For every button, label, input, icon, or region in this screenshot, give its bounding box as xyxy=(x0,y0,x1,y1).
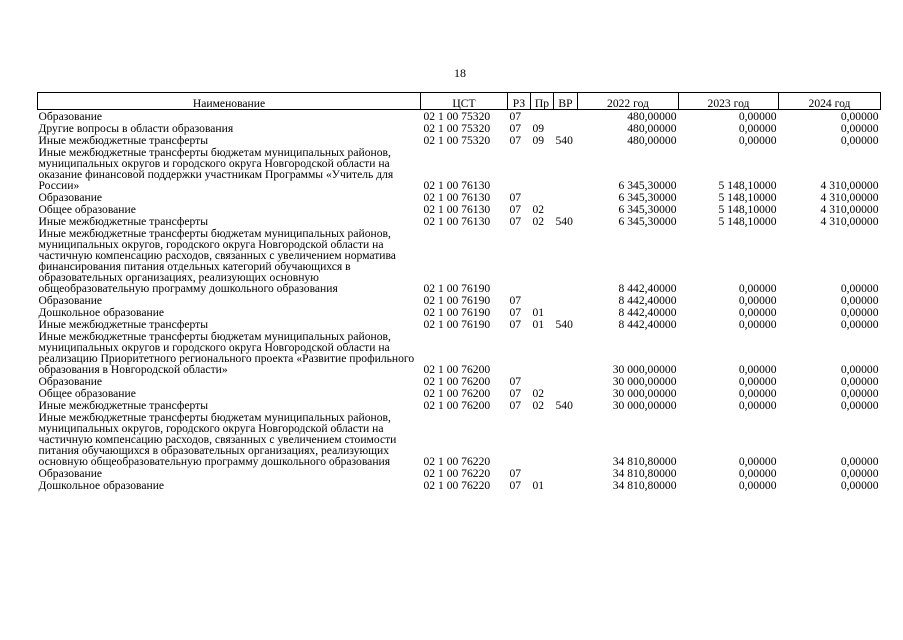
header-2022: 2022 год xyxy=(578,93,679,110)
cell-2024: 0,00000 xyxy=(840,455,879,468)
cell-name: Иные межбюджетные трансферты xyxy=(38,215,209,228)
cell-rz: 07 xyxy=(509,134,522,147)
cell-vr: 540 xyxy=(555,215,573,228)
cell-2023: 0,00000 xyxy=(738,306,777,319)
cell-2022: 6 345,30000 xyxy=(618,191,677,204)
cell-rz xyxy=(508,146,531,191)
header-name: Наименование xyxy=(38,93,421,110)
cell-pr xyxy=(531,467,554,479)
cell-name: Иные межбюджетные трансферты бюджетам муниципальных районов, муниципальных округов и городского округа Новгородской области на реализацию Приоритетного регионального проекта «Развитие профильного образования в Новгородской области» xyxy=(38,330,415,376)
cell-2022: 34 810,80000 xyxy=(612,479,677,492)
cell-2024: 0,00000 xyxy=(840,134,879,147)
cell-vr xyxy=(554,191,578,203)
cell-cst: 02 1 00 76200 xyxy=(423,387,491,400)
cell-pr: 02 xyxy=(532,203,545,216)
table-header-row xyxy=(38,93,881,110)
cell-2023: 5 148,10000 xyxy=(718,215,777,228)
cell-2022: 30 000,00000 xyxy=(612,375,677,388)
cell-name: Образование xyxy=(38,191,103,204)
cell-vr xyxy=(554,203,578,215)
table-row xyxy=(38,122,881,134)
cell-rz xyxy=(508,227,531,294)
cell-2024: 0,00000 xyxy=(840,399,879,412)
cell-2024: 0,00000 xyxy=(840,122,879,135)
cell-rz xyxy=(508,411,531,467)
cell-vr xyxy=(554,146,578,191)
cell-2022: 6 345,30000 xyxy=(618,215,677,228)
cell-name: Образование xyxy=(38,467,103,480)
cell-cst: 02 1 00 76190 xyxy=(423,282,491,295)
cell-pr xyxy=(531,146,554,191)
cell-2023: 0,00000 xyxy=(738,387,777,400)
cell-name: Иные межбюджетные трансферты xyxy=(38,399,209,412)
cell-2024: 0,00000 xyxy=(840,110,879,123)
cell-2023: 0,00000 xyxy=(738,363,777,376)
table-row xyxy=(38,215,881,227)
cell-2023: 0,00000 xyxy=(738,294,777,307)
cell-cst: 02 1 00 75320 xyxy=(423,122,491,135)
cell-2022: 6 345,30000 xyxy=(618,179,677,192)
cell-2022: 8 442,40000 xyxy=(618,306,677,319)
cell-2024: 0,00000 xyxy=(840,282,879,295)
cell-rz: 07 xyxy=(509,122,522,135)
cell-2022: 8 442,40000 xyxy=(618,282,677,295)
cell-rz: 07 xyxy=(509,306,522,319)
cell-pr xyxy=(531,411,554,467)
cell-cst: 02 1 00 75320 xyxy=(423,134,491,147)
cell-vr xyxy=(554,479,578,491)
header-rz: РЗ xyxy=(508,93,531,110)
cell-rz: 07 xyxy=(509,110,522,123)
cell-rz: 07 xyxy=(509,467,522,480)
cell-vr xyxy=(554,306,578,318)
cell-name: Общее образование xyxy=(38,387,136,400)
cell-2024: 0,00000 xyxy=(840,306,879,319)
cell-2023: 0,00000 xyxy=(738,455,777,468)
cell-rz: 07 xyxy=(509,215,522,228)
cell-2024: 4 310,00000 xyxy=(820,191,879,204)
cell-pr: 01 xyxy=(532,318,545,331)
header-2024: 2024 год xyxy=(779,93,881,110)
cell-cst: 02 1 00 76220 xyxy=(423,455,491,468)
cell-2022: 480,00000 xyxy=(627,110,677,123)
table-row xyxy=(38,306,881,318)
cell-vr xyxy=(554,227,578,294)
table-row xyxy=(38,134,881,146)
cell-pr xyxy=(531,227,554,294)
cell-name: Иные межбюджетные трансферты бюджетам муниципальных районов, муниципальных округов, городского округа Новгородской области на частичную компенсацию расходов, связанных с увеличением норматива финансирования питания отдельных категорий обучающихся в образовательных организациях, реализующих основную общеобразовательную программу дошкольного образования xyxy=(38,227,396,295)
cell-cst: 02 1 00 76130 xyxy=(423,179,491,192)
table-row xyxy=(38,330,881,375)
cell-rz: 07 xyxy=(509,294,522,307)
cell-name: Дошкольное образование xyxy=(38,306,165,319)
cell-rz: 07 xyxy=(509,318,522,331)
header-pr: Пр xyxy=(531,93,554,110)
cell-vr xyxy=(554,294,578,306)
cell-2023: 0,00000 xyxy=(738,479,777,492)
cell-vr: 540 xyxy=(555,134,573,147)
cell-pr xyxy=(531,294,554,306)
cell-name: Образование xyxy=(38,110,103,123)
cell-vr xyxy=(554,330,578,375)
table-row xyxy=(38,479,881,491)
cell-rz: 07 xyxy=(509,375,522,388)
cell-2023: 0,00000 xyxy=(738,467,777,480)
cell-2023: 0,00000 xyxy=(738,375,777,388)
cell-2023: 0,00000 xyxy=(738,134,777,147)
cell-rz: 07 xyxy=(509,399,522,412)
cell-rz: 07 xyxy=(509,203,522,216)
table-row xyxy=(38,467,881,479)
table-row xyxy=(38,146,881,191)
cell-2022: 34 810,80000 xyxy=(612,467,677,480)
cell-2024: 4 310,00000 xyxy=(820,179,879,192)
cell-name: Иные межбюджетные трансферты бюджетам муниципальных районов, муниципальных округов, городского округа Новгородской области на частичную компенсацию расходов, связанных с увеличением стоимости питания обучающихся в образовательных организациях, реализующих основную общеобразовательную программу дошкольного образования xyxy=(38,411,397,468)
cell-cst: 02 1 00 76130 xyxy=(423,203,491,216)
cell-name: Общее образование xyxy=(38,203,136,216)
table-row xyxy=(38,387,881,399)
table-body xyxy=(38,110,881,492)
cell-name: Дошкольное образование xyxy=(38,479,165,492)
cell-2023: 5 148,10000 xyxy=(718,191,777,204)
cell-rz: 07 xyxy=(509,191,522,204)
cell-cst: 02 1 00 76220 xyxy=(423,467,491,480)
cell-vr xyxy=(554,467,578,479)
cell-2023: 5 148,10000 xyxy=(718,179,777,192)
cell-2022: 480,00000 xyxy=(627,122,677,135)
cell-2024: 4 310,00000 xyxy=(820,215,879,228)
cell-vr xyxy=(554,110,578,123)
cell-pr: 01 xyxy=(532,479,545,492)
cell-vr xyxy=(554,387,578,399)
cell-cst: 02 1 00 76190 xyxy=(423,306,491,319)
cell-2023: 0,00000 xyxy=(738,318,777,331)
cell-vr xyxy=(554,122,578,134)
cell-name: Образование xyxy=(38,294,103,307)
cell-pr: 01 xyxy=(532,306,545,319)
cell-cst: 02 1 00 76200 xyxy=(423,399,491,412)
cell-rz xyxy=(508,330,531,375)
cell-2024: 0,00000 xyxy=(840,387,879,400)
cell-cst: 02 1 00 76190 xyxy=(423,294,491,307)
cell-pr xyxy=(531,110,554,123)
header-cst: ЦСТ xyxy=(421,93,508,110)
cell-vr: 540 xyxy=(555,399,573,412)
cell-name: Другие вопросы в области образования xyxy=(38,122,234,135)
table-row xyxy=(38,411,881,467)
header-vr: ВР xyxy=(554,93,578,110)
cell-rz: 07 xyxy=(509,479,522,492)
cell-pr: 02 xyxy=(532,387,545,400)
cell-pr: 02 xyxy=(532,215,545,228)
cell-2023: 0,00000 xyxy=(738,282,777,295)
cell-cst: 02 1 00 76200 xyxy=(423,375,491,388)
table-row xyxy=(38,375,881,387)
cell-2022: 30 000,00000 xyxy=(612,387,677,400)
budget-table xyxy=(37,92,881,491)
table-row xyxy=(38,318,881,330)
header-2023: 2023 год xyxy=(679,93,779,110)
table-row xyxy=(38,191,881,203)
page-number: 18 xyxy=(454,66,466,80)
table-row xyxy=(38,110,881,123)
cell-pr xyxy=(531,191,554,203)
cell-cst: 02 1 00 76190 xyxy=(423,318,491,331)
cell-vr xyxy=(554,411,578,467)
cell-name: Иные межбюджетные трансферты xyxy=(38,134,209,147)
cell-2023: 5 148,10000 xyxy=(718,203,777,216)
cell-2023: 0,00000 xyxy=(738,122,777,135)
cell-2024: 0,00000 xyxy=(840,375,879,388)
cell-2024: 0,00000 xyxy=(840,294,879,307)
cell-name: Образование xyxy=(38,375,103,388)
cell-cst: 02 1 00 76130 xyxy=(423,215,491,228)
cell-2024: 0,00000 xyxy=(840,363,879,376)
cell-2024: 0,00000 xyxy=(840,479,879,492)
cell-2024: 4 310,00000 xyxy=(820,203,879,216)
table-row xyxy=(38,399,881,411)
cell-vr xyxy=(554,375,578,387)
cell-pr: 09 xyxy=(532,134,545,147)
cell-cst: 02 1 00 76200 xyxy=(423,363,491,376)
cell-pr: 02 xyxy=(532,399,545,412)
cell-2023: 0,00000 xyxy=(738,399,777,412)
table-row xyxy=(38,203,881,215)
cell-2024: 0,00000 xyxy=(840,467,879,480)
cell-2022: 34 810,80000 xyxy=(612,455,677,468)
cell-name: Иные межбюджетные трансферты бюджетам муниципальных районов, муниципальных округов и городского округа Новгородской области на оказание финансовой поддержки участникам Программы «Учитель для России» xyxy=(38,146,394,192)
cell-pr xyxy=(531,330,554,375)
cell-2022: 8 442,40000 xyxy=(618,294,677,307)
cell-2024: 0,00000 xyxy=(840,318,879,331)
cell-cst: 02 1 00 76130 xyxy=(423,191,491,204)
cell-2022: 8 442,40000 xyxy=(618,318,677,331)
cell-2023: 0,00000 xyxy=(738,110,777,123)
cell-rz: 07 xyxy=(509,387,522,400)
cell-pr: 09 xyxy=(532,122,545,135)
cell-cst: 02 1 00 75320 xyxy=(423,110,491,123)
cell-2022: 480,00000 xyxy=(627,134,677,147)
cell-vr: 540 xyxy=(555,318,573,331)
cell-2022: 6 345,30000 xyxy=(618,203,677,216)
cell-2022: 30 000,00000 xyxy=(612,399,677,412)
cell-cst: 02 1 00 76220 xyxy=(423,479,491,492)
table-row xyxy=(38,227,881,294)
cell-name: Иные межбюджетные трансферты xyxy=(38,318,209,331)
table-row xyxy=(38,294,881,306)
cell-pr xyxy=(531,375,554,387)
cell-2022: 30 000,00000 xyxy=(612,363,677,376)
